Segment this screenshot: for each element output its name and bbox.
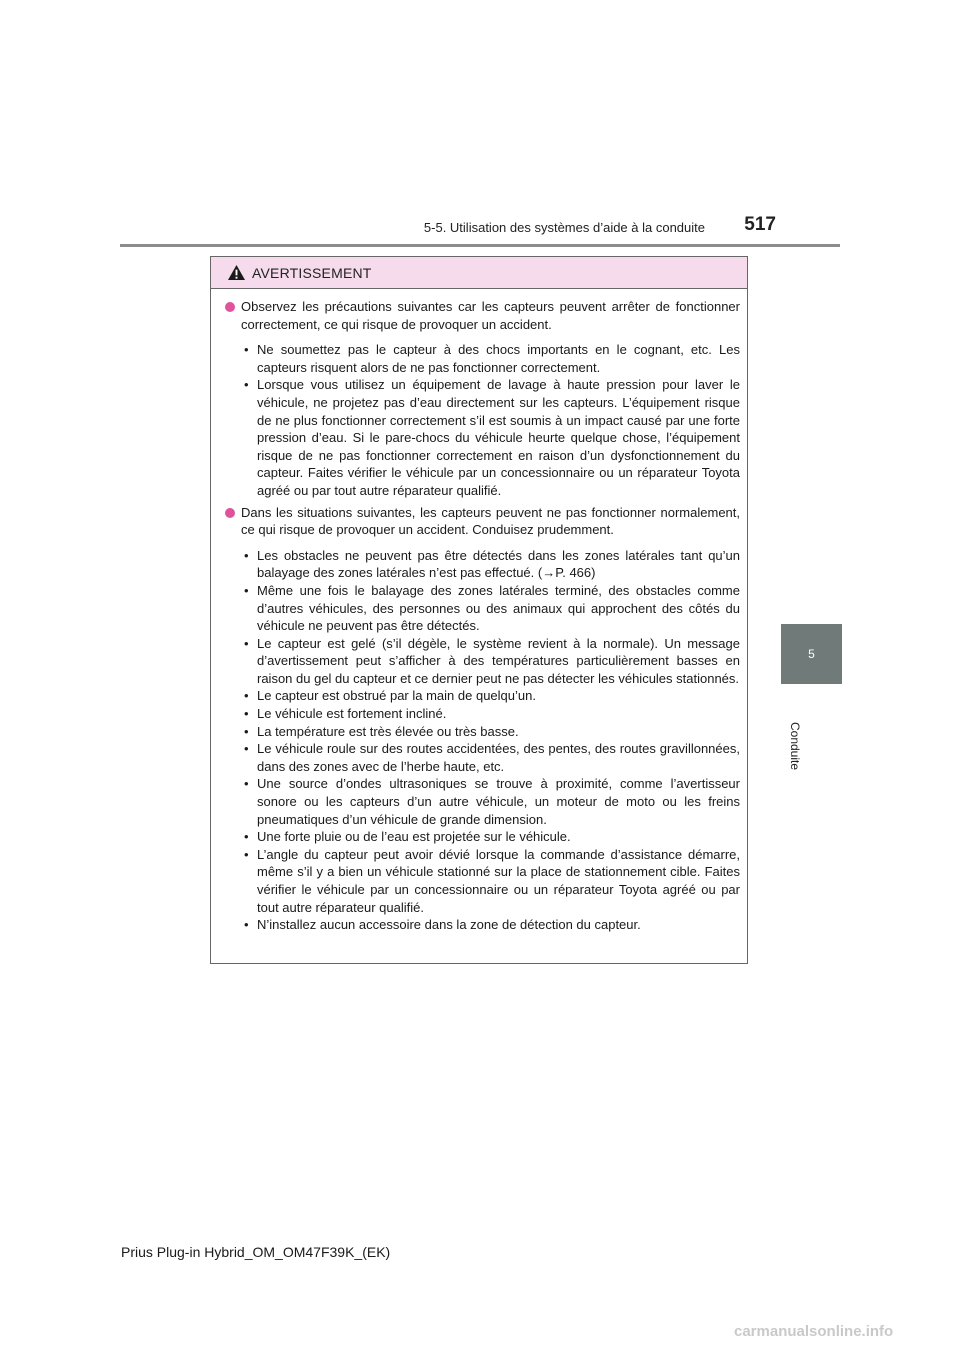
- list-item-text: Lorsque vous utilisez un équipement de lavage à haute pression pour laver le véhicule, ne projetez pas d’eau directement sur les capteurs. L’équipement risque de ne plus fonctionner correctement s’il est soumis à un impact causé par une forte pression d’eau. Si le pare-chocs du véhicule heurte quelque chose, l’équipement risque de ne pas fonctionner correctement en raison d’un dysfonctionnement du capteur. Faites vérifier le véhicule par un concessionnaire ou un réparateur Toyota agréé ou par tout autre réparateur qualifié.: [257, 377, 740, 498]
- list-item: [241, 846, 740, 916]
- chapter-label-container: [775, 716, 815, 776]
- watermark: carmanualsonline.info: [734, 1323, 894, 1340]
- list-item-text: Ne soumettez pas le capteur à des chocs importants en le cognant, etc. Les capteurs risquent alors de ne pas fonctionner correctement.: [257, 342, 740, 375]
- list-item: [241, 376, 740, 499]
- warning-bullet: [225, 504, 740, 539]
- list-item: [241, 687, 740, 705]
- list-bullet-icon: •: [244, 846, 249, 862]
- manual-identifier: Prius Plug-in Hybrid_OM_OM47F39K_(EK): [121, 1244, 391, 1260]
- list-bullet-icon: •: [244, 688, 249, 704]
- list-item-text: Le capteur est obstrué par la main de quelqu’un.: [257, 688, 536, 704]
- list-item-text: Même une fois le balayage des zones latérales terminé, des obstacles comme d’autres véhicules, des personnes ou des animaux qui approchent des côtés du véhicule ne peuvent pas être détectés.: [257, 582, 740, 634]
- header-divider: [120, 244, 840, 247]
- list-bullet-icon: •: [244, 723, 249, 739]
- bullet-dot-icon: [225, 302, 235, 312]
- list-item: [241, 775, 740, 828]
- chapter-tab: [781, 624, 842, 684]
- list-bullet-icon: •: [244, 342, 249, 358]
- warning-bullet-text: Dans les situations suivantes, les capteurs peuvent ne pas fonctionner normalement, ce qui risque de provoquer un accident. Conduisez prudemment.: [241, 504, 740, 538]
- list-item-text: Le véhicule roule sur des routes accidentées, des pentes, des routes gravillonnées, dans des zones avec de l’herbe haute, etc.: [257, 741, 740, 774]
- list-bullet-icon: •: [244, 741, 249, 757]
- list-item-text: L’angle du capteur peut avoir dévié lorsque la commande d’assistance démarre, même s’il y a bien un véhicule stationné sur la place de stationnement cible. Faites vérifier le véhicule par un concessionnaire ou un réparateur Toyota agréé ou par tout autre réparateur qualifié.: [257, 846, 740, 915]
- list-bullet-icon: •: [244, 917, 249, 933]
- bullet-dot-icon: [225, 508, 235, 518]
- list-item-text: Les obstacles ne peuvent pas être détectés dans les zones latérales tant qu’un balayage des zones latérales n’est pas effectué. (→P. 466): [257, 547, 740, 581]
- list-item: [241, 916, 740, 934]
- list-item-text: N’installez aucun accessoire dans la zone de détection du capteur.: [257, 917, 641, 933]
- list-item: [241, 547, 740, 582]
- list-bullet-icon: •: [244, 582, 249, 598]
- list-bullet-icon: •: [244, 547, 249, 563]
- list-item-text: Une forte pluie ou de l’eau est projetée sur le véhicule.: [257, 829, 571, 845]
- list-item-text: Le capteur est gelé (s’il dégèle, le système revient à la normale). Un message d’avertissement peut s’afficher à des températures particulièrement basses en raison du gel du capteur et ce dernier peut ne pas détecter les véhicules stationnés.: [257, 635, 740, 686]
- list-item: [241, 635, 740, 688]
- warning-body: [211, 289, 747, 934]
- list-item: [241, 740, 740, 775]
- list-bullet-icon: •: [244, 377, 249, 393]
- page-number: 517: [744, 214, 776, 235]
- list-item: [241, 341, 740, 376]
- sub-list: [241, 547, 740, 934]
- warning-triangle-icon: [227, 264, 246, 281]
- list-bullet-icon: •: [244, 635, 249, 651]
- list-item: [241, 705, 740, 723]
- section-title: 5-5. Utilisation des systèmes d’aide à la conduite: [423, 220, 705, 235]
- chapter-number: 5: [808, 647, 815, 661]
- sub-list: [241, 341, 740, 499]
- warning-header: [211, 257, 747, 289]
- list-item: [241, 723, 740, 741]
- list-item: [241, 828, 740, 846]
- list-bullet-icon: •: [244, 776, 249, 792]
- warning-title: AVERTISSEMENT: [252, 264, 372, 281]
- list-bullet-icon: •: [244, 706, 249, 722]
- list-item: [241, 582, 740, 635]
- list-item-text: La température est très élevée ou très basse.: [257, 723, 519, 739]
- list-item-text: Le véhicule est fortement incliné.: [257, 706, 447, 722]
- warning-bullet-text: Observez les précautions suivantes car les capteurs peuvent arrêter de fonctionner correctement, ce qui risque de provoquer un accident.: [241, 299, 740, 332]
- warning-bullet: [225, 298, 740, 333]
- warning-box: [210, 256, 748, 964]
- chapter-label: Conduite: [788, 721, 803, 771]
- list-bullet-icon: •: [244, 829, 249, 845]
- list-item-text: Une source d’ondes ultrasoniques se trouve à proximité, comme l’avertisseur sonore ou les capteurs d’un autre véhicule, un moteur de moto ou les freins pneumatiques d’un véhicule de grande dimension.: [257, 776, 740, 827]
